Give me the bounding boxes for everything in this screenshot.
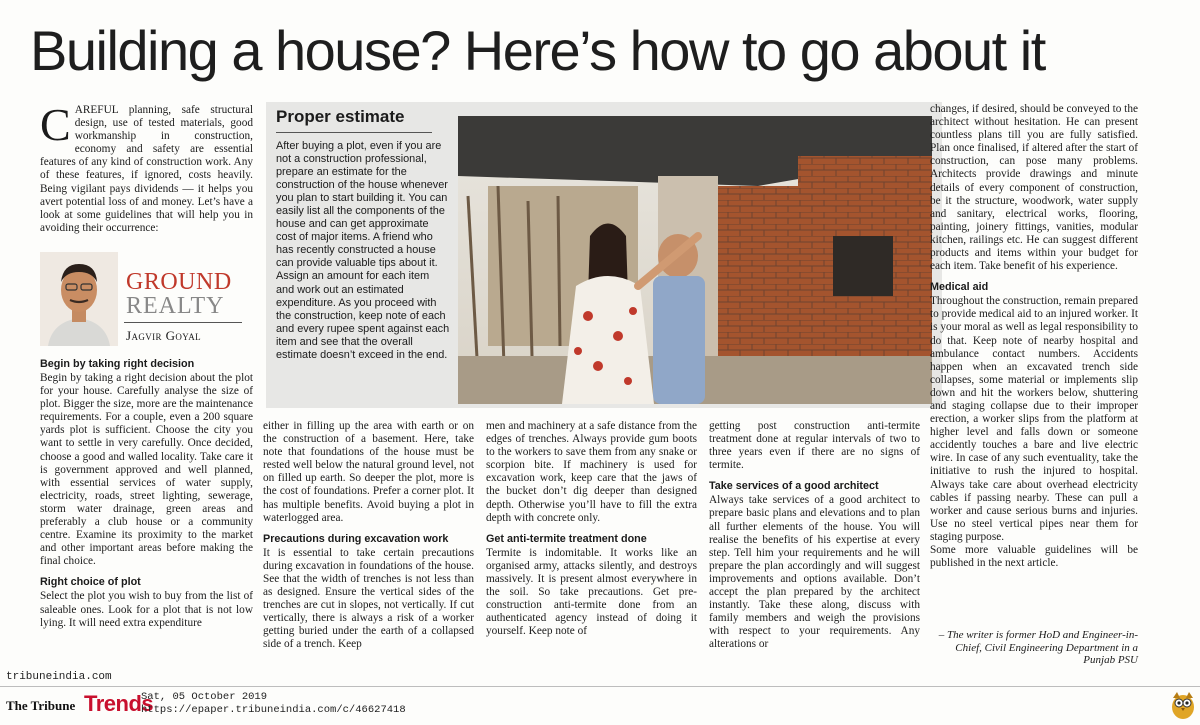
- article-column-1-lower: [40, 358, 253, 630]
- site-url[interactable]: tribuneindia.com: [6, 671, 112, 683]
- writer-credit: – The writer is former HoD and Engineer-in-Chief, Civil Engineering Department in a Punjab PSU: [938, 629, 1138, 666]
- sidebar-text: After buying a plot, even if you are not a construction professional, prepare an estimate for the construction of the house whenever you plan to start building it. You can easily list all the components of the house and can get approximate cost of major items. A friend who has recently constructed a house can provide valuable tips about it. Assign an amount for each item and work out an estimated expenditure. As you proceed with the construction, keep note of each and every rupee spent against each item and see that the overall estimate doesn’t exceed in the end.: [276, 140, 450, 361]
- couple-at-construction-site-image: [458, 116, 932, 404]
- edition-meta: [141, 691, 406, 717]
- drop-cap: C: [40, 99, 71, 150]
- intro-text: AREFUL planning, safe structural design, use of tested materials, good workmanship in construction, economy and safety are essential features of any kind of construction work. Any of these features, if ignored, costs heavily. Being vigilant pays dividends — it helps you avert potential loss of and money. Let’s have a look at some guidelines that will help you in avoiding their occurrence:: [40, 104, 253, 234]
- paragraph: Some more valuable guidelines will be published in the next article.: [930, 544, 1138, 570]
- section-heading: Precautions during excavation work: [263, 532, 449, 545]
- paragraph: changes, if desired, should be conveyed to the architect without hesitation. He can present countless plans till you are fully satisfied. Plan once finalised, if altered after the start of construction, can pose many problems. Architects provide drawings and minute details of every component of construction, be it the structure, woodwork, water supply and sanitary, electrical works, flooring, painting, joinery fittings, vanities, modular kitchen, railings etc. He can suggest different products and items within your budget for each item. Take benefit of his experience.: [930, 103, 1138, 273]
- edition-link[interactable]: https://epaper.tribuneindia.com/c/46627418: [141, 704, 406, 716]
- paragraph: Throughout the construction, remain prepared to provide medical aid to an injured worker. It is your moral as well as legal responsibility to do that. Keep note of nearby hospital and ambulance contact numbers. Accidents happen when an excavated trench side collapses, some material or implements slip down and hit the workers below, shuttering and staging collapse due to their improper erection, a worker slips from the platform at higher level and falls down or someone accidently touches a bare and live electric wire. In case of any such eventuality, take the initiative to rush the injured to hospital. Always take care about overhead electricity cables if passing nearby. These can pull a worker and cause serious burns and injuries. Use no steel vertical pipes near them for staging purpose.: [930, 295, 1138, 543]
- section-heading: Take services of a good architect: [709, 480, 879, 493]
- byline-rule: [124, 322, 242, 323]
- section-heading: Medical aid: [930, 281, 989, 294]
- paragraph: getting post construction anti-termite treatment done at regular intervals of two to three years even if there are no signs of termite.: [709, 420, 920, 472]
- footer-divider: [0, 686, 1200, 687]
- page-title: Building a house? Here’s how to go about it: [30, 19, 1045, 82]
- paragraph: either in filling up the area with earth or on the construction of a basement. Here, take note that foundations of the house must be rested well below the natural ground level, not on filled up earth. So deeper the plot, more is the cost of foundations. Prefer a corner plot. It has multiple benefits. Avoid buying a plot in waterlogged area.: [263, 420, 474, 524]
- byline-box: [40, 250, 252, 348]
- section-heading: Get anti-termite treatment done: [486, 532, 647, 545]
- paragraph: men and machinery at a safe distance from the edges of trenches. Always provide gum boots to the workers to save them from any snake or scorpion bite. If machinery is used for excavation work, keep care that the jaws of the bucket don’t dig deeper than designed depth. Otherwise you’ll have to fill the extra depth with concrete only.: [486, 420, 697, 524]
- section-heading: Right choice of plot: [40, 576, 141, 589]
- construction-photo: [458, 116, 932, 404]
- column-name-line-2: REALTY: [126, 293, 225, 319]
- article-column-4: [709, 420, 920, 652]
- column-name-line-1: GROUND: [126, 269, 232, 295]
- paragraph: Begin by taking a right decision about the plot for your house. Carefully analyse the size of plot. Bigger the size, more are the maintenance requirements. For a couple, even a 200 square yards plot is sufficient. Choose the city you want to settle in very carefully. Once decided, choose a good and walled locality. Take care it is government approved and well planned, with essential services of water supply, electricity, roads, street lighting, sewerage, storm water drainage, green areas and preferably a club house or a community centre. Examine its proximity to the market and other important areas before making the final choice.: [40, 372, 253, 568]
- trends-logo-text: Trends: [84, 691, 154, 716]
- paragraph: It is essential to take certain precautions during excavation in foundations of the house. See that the width of trenches is not less than as designed. Ensure the vertical sides of the trenches are cut in slopes, not vertically. If cut vertically, there is always a risk of a worker getting buried under the earth of a collapsed side of a trench. Keep: [263, 546, 474, 651]
- paragraph: Always take services of a good architect to prepare basic plans and elevations and to plan all further elements of the house. You will realise the benefits of his expertise at every step. Tell him your requirements and he will prepare the plan accordingly and will suggest improvements and options available. Don’t accept the plan prepared by the architect instantly. Take these along, discuss with family members and weigh the provisions with respect to your requirements. Any alterations or: [709, 494, 920, 651]
- sidebar-rule: [276, 132, 432, 133]
- edition-date: Sat, 05 October 2019: [141, 691, 268, 703]
- author-photo: [40, 252, 118, 346]
- article-column-5: [930, 103, 1138, 570]
- owl-icon: [1170, 690, 1196, 720]
- tribune-logo-text: The Tribune: [6, 698, 76, 713]
- article-column-3: [486, 420, 697, 638]
- article-column-1: [40, 99, 253, 235]
- intro-paragraph: [40, 99, 253, 235]
- sidebar-title: Proper estimate: [276, 107, 405, 126]
- paragraph: Termite is indomitable. It works like an organised army, attacks silently, and destroys massively. It is present almost everywhere in the soil. So take precautions. Get pre-construction anti-termite done from an authenticated agency instead of doing it yourself. Keep note of: [486, 546, 697, 638]
- paragraph: Select the plot you wish to buy from the list of saleable ones. Look for a plot that is not low lying. It will need extra expenditure: [40, 590, 253, 629]
- author-name: Jagvir Goyal: [126, 328, 201, 343]
- section-heading: Begin by taking right decision: [40, 358, 195, 370]
- article-column-2: [263, 420, 474, 652]
